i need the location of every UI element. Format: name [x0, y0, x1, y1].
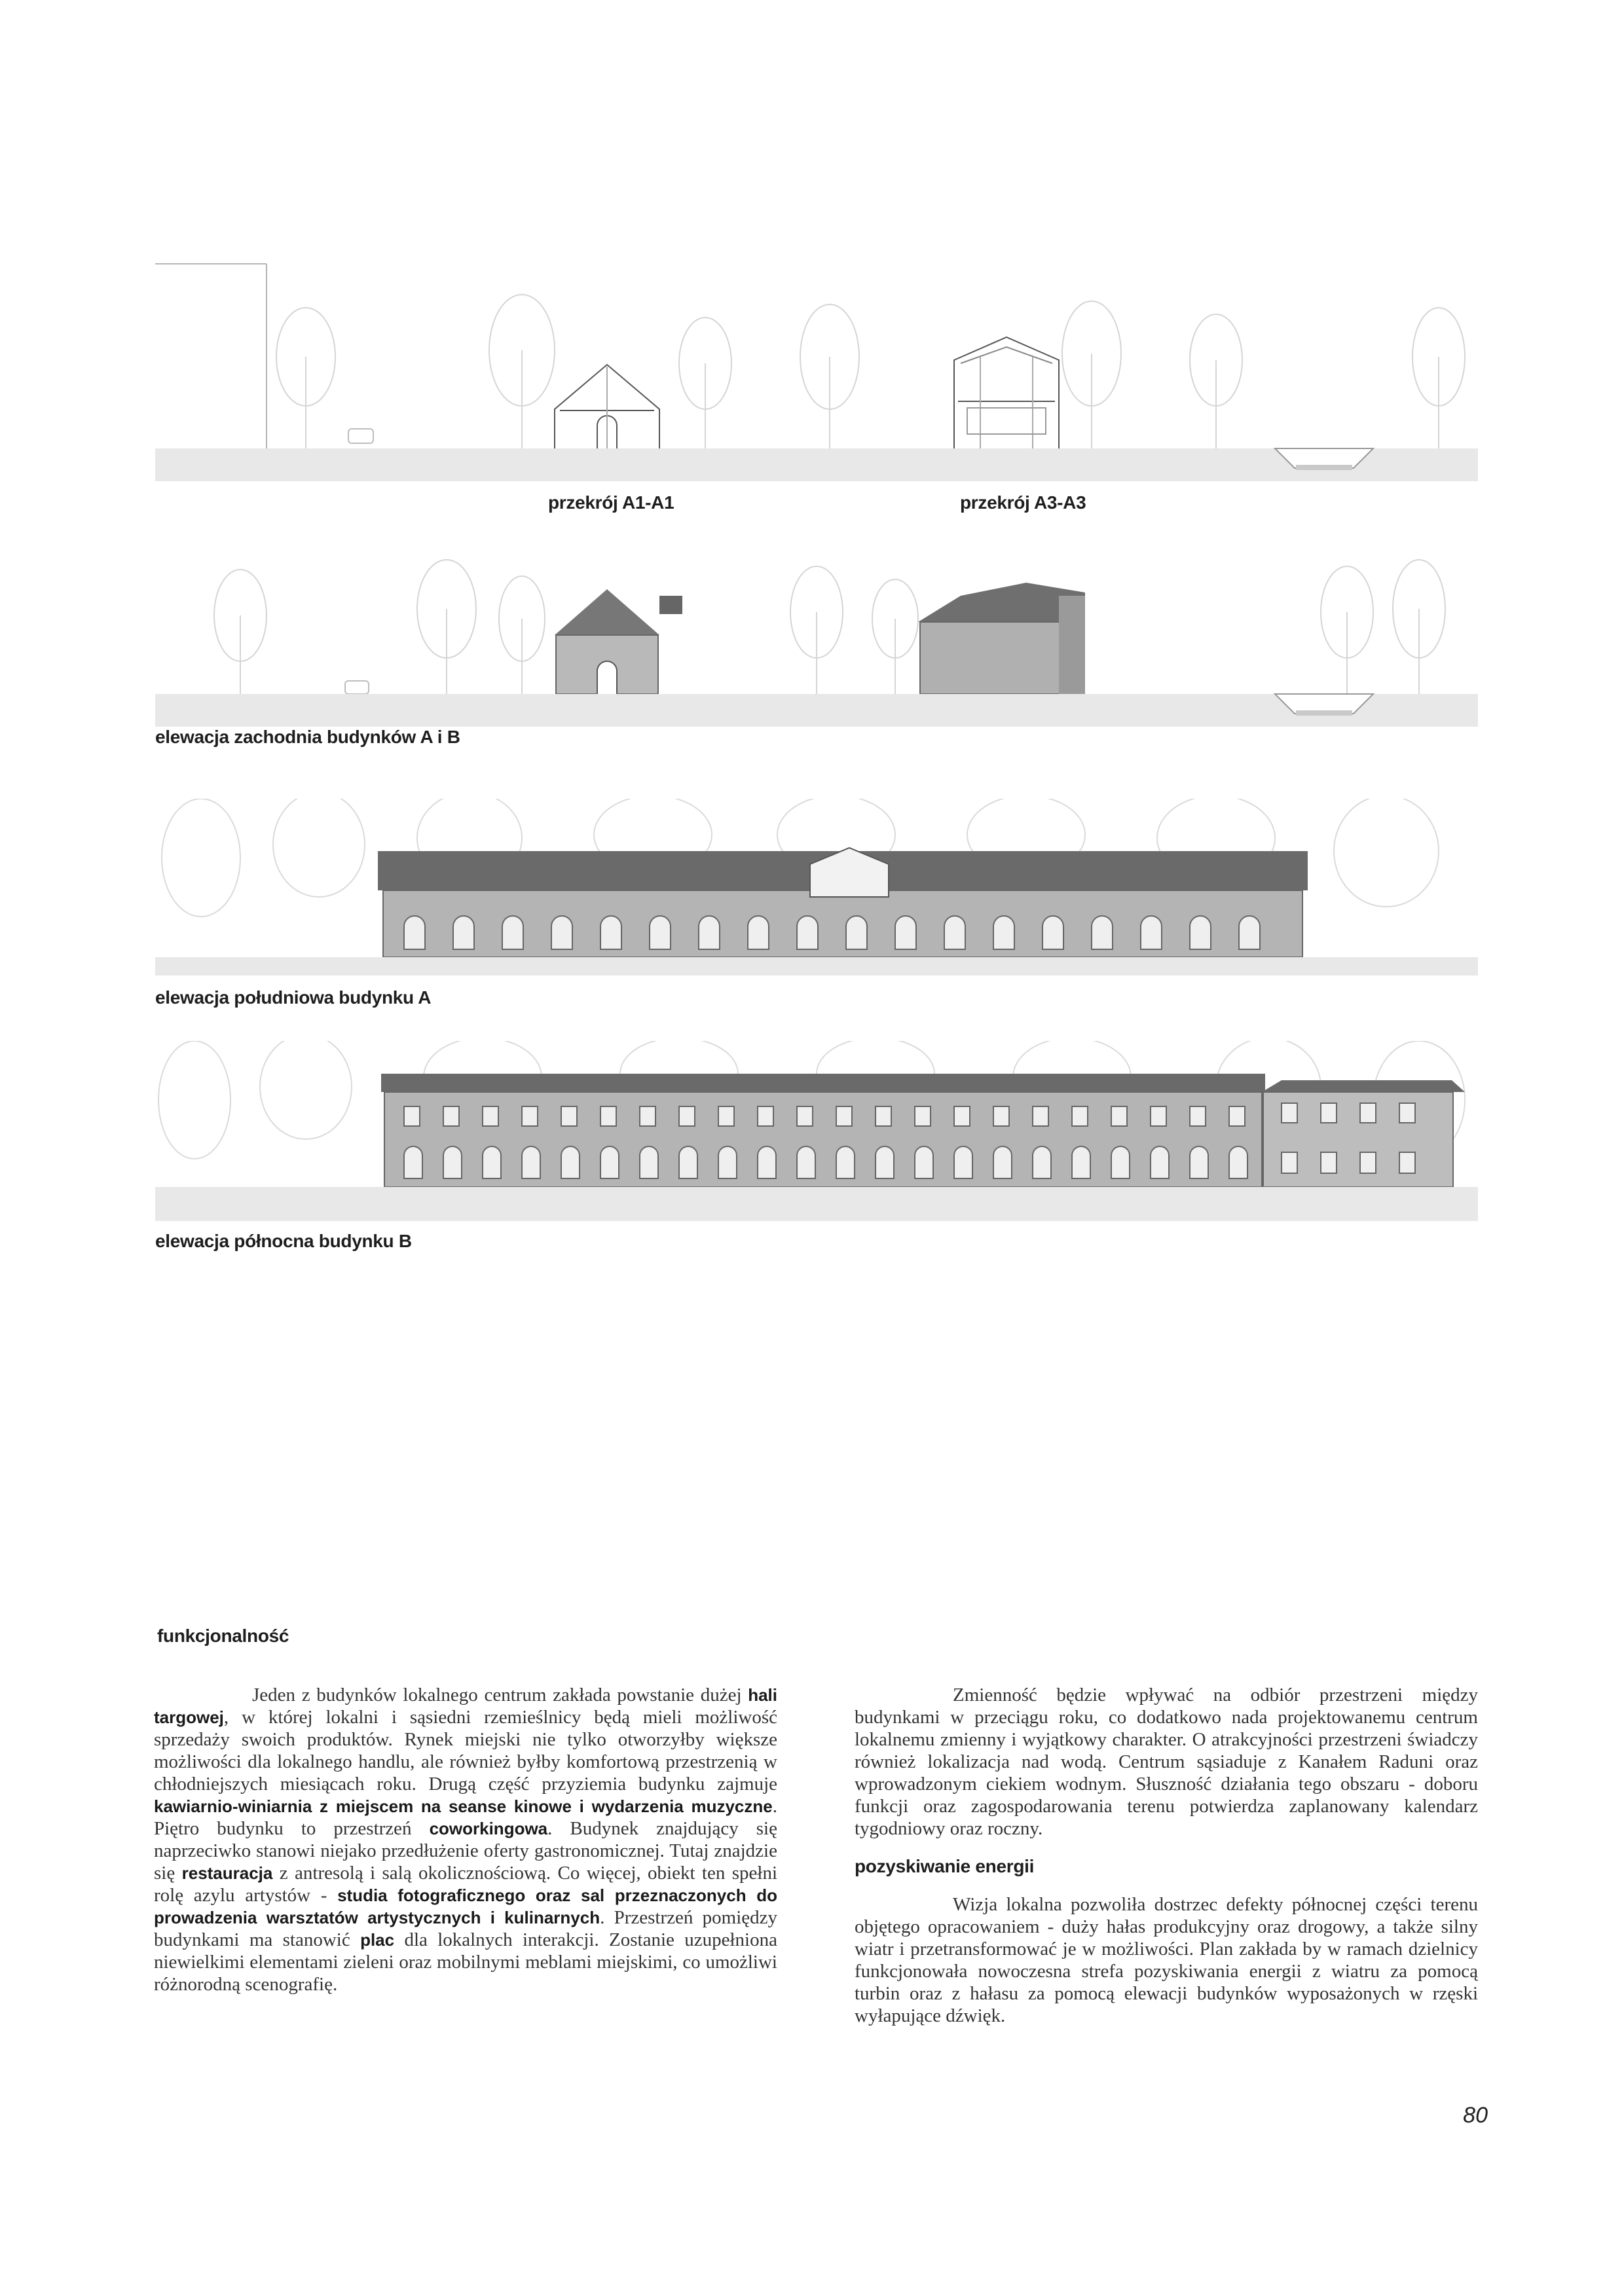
car: [345, 681, 369, 694]
section-a1: [555, 365, 659, 448]
west-elevation-drawing: [155, 556, 1478, 727]
section-a1-label: przekrój A1-A1: [548, 492, 674, 513]
south-elevation-label: elewacja południowa budynku A: [155, 987, 432, 1008]
highlight-square: plac: [360, 1930, 395, 1950]
north-elevation-drawing: [155, 1041, 1478, 1221]
cross-sections-drawing: [155, 259, 1478, 481]
highlight-market-hall: hali targowej: [154, 1685, 777, 1727]
background-trees: [214, 560, 1445, 694]
highlight-restaurant: restauracja: [181, 1863, 273, 1883]
canal-water: [1296, 465, 1352, 470]
ground: [155, 1187, 1478, 1221]
energy-paragraph: Wizja lokalna pozwoliła dostrzec defekty północnej części terenu objętego opracowaniem - duży hałas produkcyjny oraz drogowy, a także silny wiatr i przetransformować je w możliwości. Plan zakłada by w ramach dzielnicy funkcjonowała nowoczesna strefa pozyskiwania energii z wiatru za pomocą turbin oraz z hałasu za pomocą elewacji budynków wyposażonych w rzęski wyłapujące dźwięk.: [855, 1894, 1478, 2026]
variability-paragraph: Zmienność będzie wpływać na odbiór przestrzeni między budynkami w przeciągu roku, co dodatkowo nada projektowanemu centrum lokalnemu zmienny i wyjątkowy charakter. O atrakcyjności przestrzeni świadczy również lokalizacja nad wodą. Centrum sąsiaduje z Kanałem Raduni oraz wprowadzonym ciekiem wodnym. Słuszność działania tego obszaru - doboru funkcji oraz zagospodarowania terenu potwierdza zaplanowany kalendarz tygodniowy oraz roczny.: [855, 1685, 1478, 1839]
highlight-coworking: coworkingowa: [429, 1819, 548, 1838]
section-a3-label: przekrój A3-A3: [960, 492, 1086, 513]
page-number: 80: [1463, 2103, 1488, 2128]
background-trees: [276, 295, 1465, 448]
roof-annex: [1262, 1080, 1465, 1092]
car: [348, 429, 373, 443]
site-wall: [155, 264, 267, 448]
west-elevation-label: elewacja zachodnia budynków A i B: [155, 727, 460, 747]
canal-water: [1296, 710, 1352, 716]
south-elevation-drawing: [155, 799, 1478, 975]
ground: [155, 957, 1478, 975]
roof-main: [381, 1074, 1265, 1092]
functionality-paragraph: Jeden z budynków lokalnego centrum zakłada powstanie dużej hali targowej, w której lokalni i sąsiedni rzemieślnicy będą mieli możliwość sprzedaży swoich produktów. Rynek miejski nie tylko otworzyłby większe możliwości dla lokalnego handlu, ale również byłby komfortową przestrzenią w chłodniejszych miesiącach roku. Drugą część przyziemia budynku zajmuje kawiarnio-winiarnia z miejscem na seanse kinowe i wydarzenia muzyczne. Piętro budynku to przestrzeń coworkingowa. Budynek znajdujący się naprzeciwko stanowi niejako przedłużenie oferty gastronomicznej. Tutaj znajdzie się restauracja z antresolą i salą okolicznościową. Co więcej, obiekt ten spełni rolę azylu artystów - studia fotograficznego oraz sal przeznaczonych do prowadzenia warsztatów artystycznych i kulinarnych. Przestrzeń pomiędzy budynkami ma stanowić plac dla lokalnych interakcji. Zostanie uzupełniona niewielkimi elementami zieleni oraz mobilnymi meblami miejskimi, co umożliwi różnorodną scenografię.: [154, 1685, 777, 1995]
building-b-west: [918, 583, 1085, 694]
energy-heading: pozyskiwanie energii: [855, 1856, 1035, 1876]
building-a-west: [555, 589, 682, 694]
highlight-cafe-wine-bar: kawiarnio-winiarnia z miejscem na seanse kinowe i wydarzenia muzyczne: [154, 1796, 773, 1816]
highlight-studios: studia fotograficznego oraz sal przeznaczonych do prowadzenia warsztatów artystycznych i kulinarnych: [154, 1886, 777, 1927]
functionality-heading: funkcjonalność: [157, 1626, 289, 1646]
section-a3: [954, 337, 1059, 448]
north-elevation-label: elewacja północna budynku B: [155, 1231, 412, 1251]
